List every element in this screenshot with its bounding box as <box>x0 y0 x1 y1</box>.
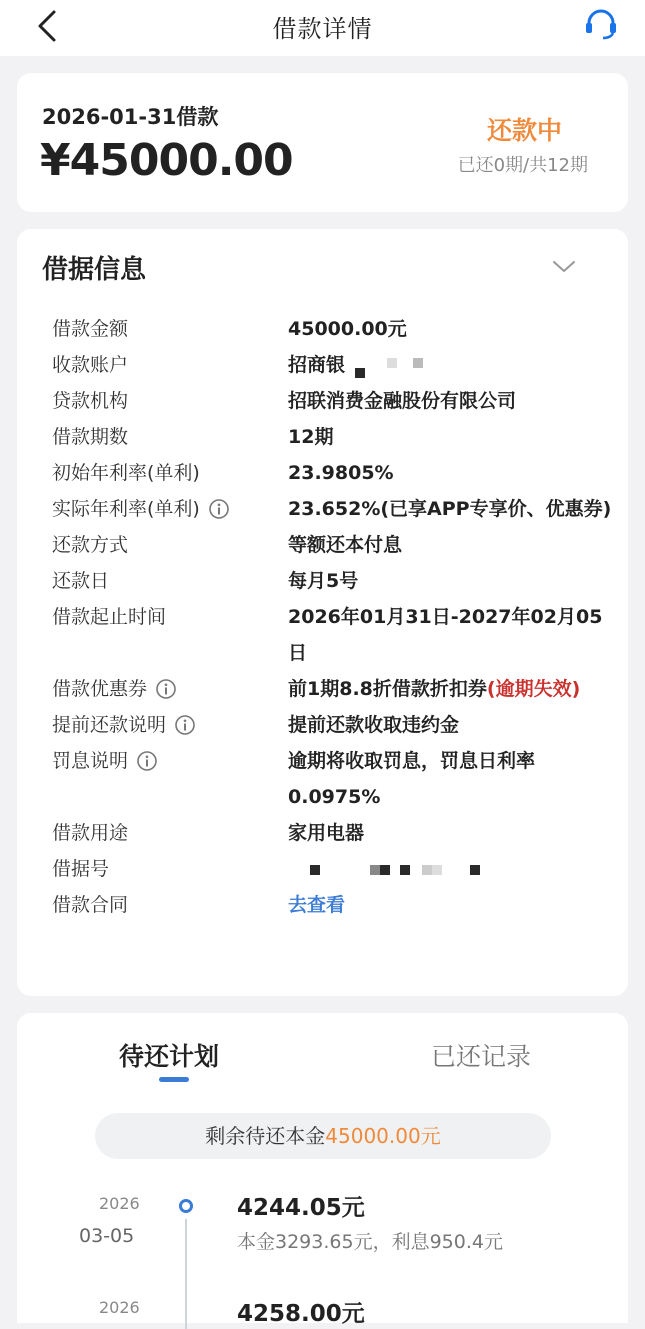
info-label: 借款优惠券 <box>52 678 148 700</box>
info-label: 借款起止时间 <box>52 606 167 628</box>
info-value: 每月5号 <box>288 570 359 592</box>
info-row <box>52 599 612 671</box>
coupon-name: 前1期8.8折借款折扣券 <box>288 678 487 700</box>
info-value: 2026年01月31日-2027年02月05日 <box>288 606 603 664</box>
next-installment-year: 2026 <box>99 1298 140 1317</box>
info-icon[interactable] <box>136 750 158 772</box>
active-tab-indicator <box>159 1077 189 1082</box>
info-value <box>288 851 612 887</box>
timeline-line <box>185 1219 187 1329</box>
info-row <box>52 815 612 851</box>
view-contract-link[interactable]: 去查看 <box>288 894 346 916</box>
info-label: 贷款机构 <box>52 390 129 412</box>
info-label: 借据号 <box>52 858 110 880</box>
receipt-info-card <box>17 229 628 996</box>
info-label: 借款用途 <box>52 822 129 844</box>
info-label: 收款账户 <box>52 354 129 376</box>
status-badge: 还款中 <box>486 116 562 145</box>
loan-date: 2026-01-31借款 <box>42 105 219 129</box>
loan-amount: ¥45000.00 <box>40 135 293 186</box>
info-row <box>52 851 612 887</box>
receipt-info-list <box>52 311 612 923</box>
info-row <box>52 887 612 923</box>
top-bar <box>0 0 645 56</box>
info-value: 23.652%(已享APP专享价、优惠券) <box>288 498 612 520</box>
collapse-button[interactable] <box>551 257 577 275</box>
info-label: 还款方式 <box>52 534 129 556</box>
info-label-with-help <box>52 743 288 779</box>
info-row <box>52 311 612 347</box>
info-value: 等额还本付息 <box>288 534 403 556</box>
info-icon[interactable] <box>174 714 196 736</box>
repayment-progress: 已还0期/共12期 <box>457 155 588 176</box>
info-row <box>52 383 612 419</box>
info-value: 家用电器 <box>288 822 365 844</box>
tab-pending-plan[interactable]: 待还计划 <box>119 1042 220 1071</box>
coupon-expired-tag: (逾期失效) <box>486 678 581 700</box>
info-label-with-help <box>52 707 288 743</box>
chevron-down-icon <box>551 257 577 275</box>
info-row <box>52 419 612 455</box>
remaining-principal-banner <box>95 1113 551 1159</box>
info-value <box>288 671 612 707</box>
info-label: 初始年利率(单利) <box>52 462 200 484</box>
customer-service-button[interactable] <box>583 8 619 40</box>
installment-amount: 4244.05元 <box>237 1195 365 1221</box>
info-value: 12期 <box>288 426 334 448</box>
info-row <box>52 563 612 599</box>
info-value <box>288 347 612 383</box>
info-row <box>52 347 612 383</box>
info-value: 23.9805% <box>288 462 394 484</box>
installment-year: 2026 <box>99 1194 140 1213</box>
repayment-plan-card <box>17 1013 628 1327</box>
account-bank-name: 招商银 <box>288 354 346 376</box>
info-value: 逾期将收取罚息，罚息日利率0.0975% <box>288 750 536 808</box>
tab-repaid-records[interactable]: 已还记录 <box>431 1042 532 1071</box>
info-label: 罚息说明 <box>52 750 129 772</box>
installment-breakdown: 本金3293.65元，利息950.4元 <box>237 1231 503 1253</box>
info-label-with-help <box>52 491 288 527</box>
info-row <box>52 527 612 563</box>
remaining-principal-label: 剩余待还本金 <box>205 1124 326 1148</box>
info-value: 45000.00元 <box>288 318 407 340</box>
info-row <box>52 491 612 527</box>
info-label: 借款合同 <box>52 894 129 916</box>
remaining-principal-amount: 45000.00元 <box>325 1124 441 1148</box>
info-row <box>52 743 612 815</box>
info-label: 实际年利率(单利) <box>52 498 200 520</box>
section-title: 借据信息 <box>42 255 147 285</box>
info-icon[interactable] <box>155 678 177 700</box>
next-installment-amount: 4258.00元 <box>237 1301 365 1327</box>
info-label: 借款金额 <box>52 318 129 340</box>
masked-account-number <box>345 356 445 376</box>
timeline-dot <box>179 1199 193 1213</box>
masked-receipt-number <box>288 860 508 880</box>
info-row <box>52 671 612 707</box>
info-label: 还款日 <box>52 570 110 592</box>
installment-date: 03-05 <box>79 1225 135 1247</box>
info-row <box>52 455 612 491</box>
headset-icon <box>583 8 619 40</box>
page-title: 借款详情 <box>272 15 373 43</box>
info-label: 提前还款说明 <box>52 714 167 736</box>
info-row <box>52 707 612 743</box>
loan-summary-card <box>17 73 628 212</box>
info-icon[interactable] <box>208 498 230 520</box>
info-value: 提前还款收取违约金 <box>288 714 460 736</box>
info-label: 借款期数 <box>52 426 129 448</box>
info-value: 招联消费金融股份有限公司 <box>288 390 517 412</box>
info-label-with-help <box>52 671 288 707</box>
